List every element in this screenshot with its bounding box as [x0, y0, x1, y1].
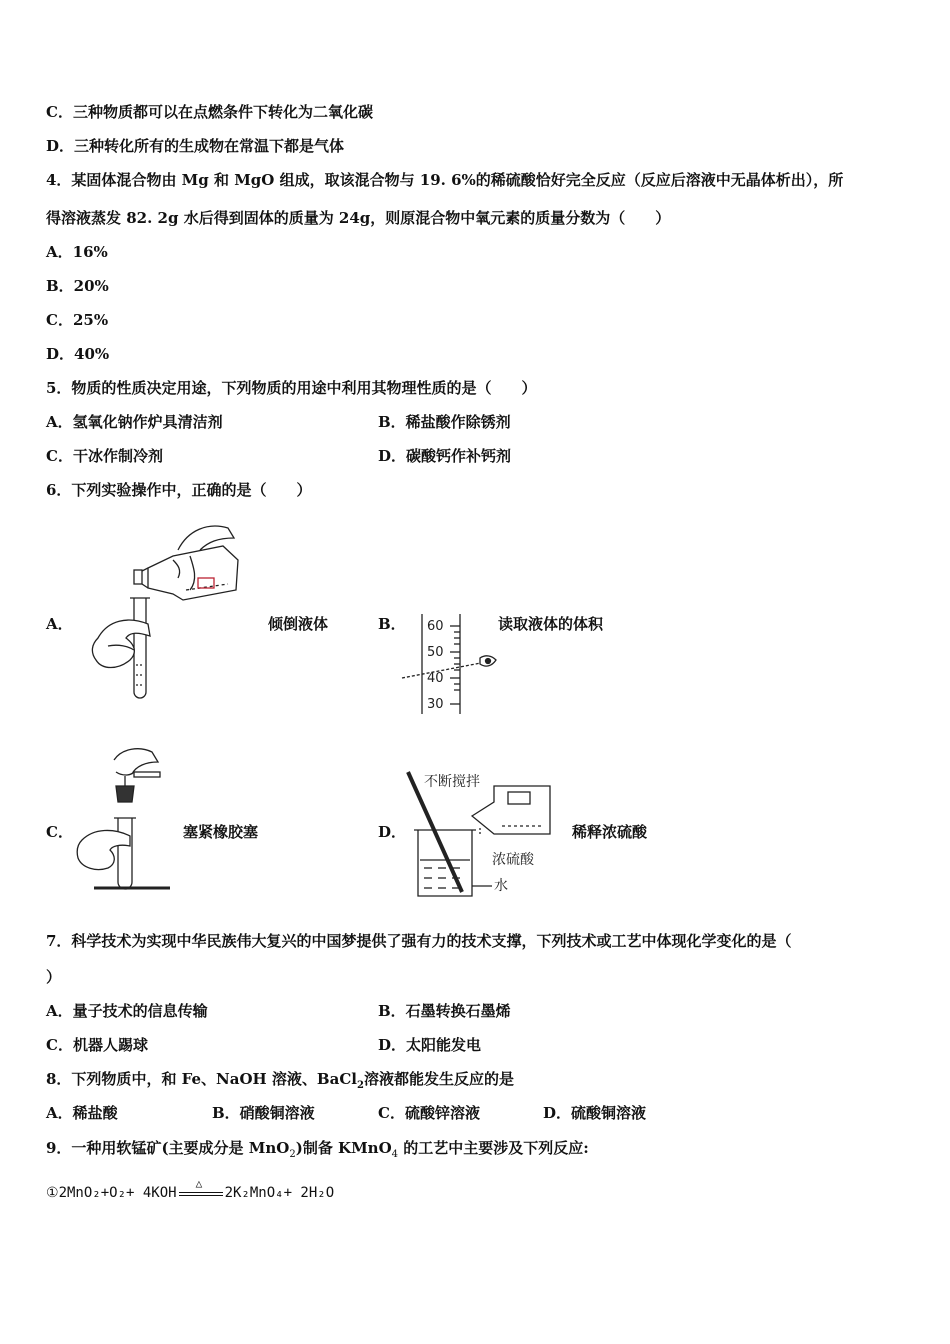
q6-option-a-letter: A． — [46, 615, 73, 633]
q5-stem: 5．物质的性质决定用途，下列物质的用途中利用其物理性质的是（ ） — [46, 379, 537, 397]
q5-option-d: D．碳酸钙作补钙剂 — [378, 447, 512, 465]
stopper-insertion-figure — [74, 742, 174, 894]
q6-stem: 6．下列实验操作中，正确的是（ ） — [46, 481, 312, 499]
q4-option-d: D．40% — [46, 345, 110, 363]
q4-option-a: A．16% — [46, 243, 108, 261]
equation-left: 2MnO₂+O₂+ 4KOH — [58, 1185, 177, 1201]
equation-right: 2K₂MnO₄+ 2H₂O — [224, 1185, 335, 1201]
q6-option-b-letter: B． — [378, 615, 406, 633]
water-label: 水 — [494, 878, 508, 894]
tick-label-40: 40 — [427, 671, 444, 686]
q3-option-d: D．三种转化所有的生成物在常温下都是气体 — [46, 137, 345, 155]
q7-stem-line2: ） — [46, 968, 62, 986]
q5-option-b: B．稀盐酸作除锈剂 — [378, 413, 511, 431]
tick-label-60: 60 — [427, 619, 444, 634]
q7-option-b: B．石墨转换石墨烯 — [378, 1002, 511, 1020]
heat-symbol: △ — [195, 1177, 203, 1190]
q7-stem-line1: 7．科学技术为实现中华民族伟大复兴的中国梦提供了强有力的技术支撑，下列技术或工艺中体现化学变化的是（ — [46, 932, 792, 950]
q4-option-c: C．25% — [46, 311, 109, 329]
q6-option-c-caption: 塞紧橡胶塞 — [183, 823, 259, 841]
q5-option-a: A．氢氧化钠作炉具清洁剂 — [46, 413, 223, 431]
q7-option-a: A．量子技术的信息传输 — [46, 1002, 208, 1020]
q6-option-c-letter: C． — [46, 823, 73, 841]
reaction-condition-arrow — [179, 1177, 223, 1200]
dilution-figure — [402, 768, 562, 900]
q5-option-c: C．干冰作制冷剂 — [46, 447, 163, 465]
q6-option-b-caption: 读取液体的体积 — [498, 615, 604, 633]
q4-stem-line2: 得溶液蒸发 82. 2g 水后得到固体的质量为 24g，则原混合物中氧元素的质量分数为（ ） — [46, 209, 671, 227]
q4-option-b: B．20% — [46, 277, 109, 295]
q3-option-c: C．三种物质都可以在点燃条件下转化为二氧化碳 — [46, 103, 373, 121]
conc-acid-label: 浓硫酸 — [492, 852, 534, 868]
pouring-liquid-figure — [78, 520, 248, 705]
q6-option-d-caption: 稀释浓硫酸 — [572, 823, 648, 841]
q6-option-a-caption: 倾倒液体 — [268, 615, 329, 633]
q7-option-d: D．太阳能发电 — [378, 1036, 482, 1054]
stir-label: 不断搅拌 — [424, 774, 480, 790]
q4-stem-line1: 4．某固体混合物由 Mg 和 MgO 组成，取该混合物与 19. 6%的稀硫酸恰好完全反应（反应后溶液中无晶体析出），所 — [46, 171, 844, 189]
equation-number: ① — [46, 1185, 59, 1201]
tick-label-50: 50 — [427, 645, 444, 660]
q9-stem: 9．一种用软锰矿(主要成分是 MnO$_2$)制备 KMnO$_4$ 的工艺中主要涉及下列反应: — [46, 1139, 589, 1160]
q8-option-d: D．硫酸铜溶液 — [543, 1104, 647, 1122]
q8-option-a: A．稀盐酸 — [46, 1104, 118, 1122]
q6-option-d-letter: D． — [378, 823, 407, 841]
q8-option-b: B．硝酸铜溶液 — [212, 1104, 315, 1122]
q8-stem: 8．下列物质中，和 Fe、NaOH 溶液、BaCl$_2$溶液都能发生反应的是 — [46, 1070, 514, 1091]
q8-option-c: C．硫酸锌溶液 — [378, 1104, 480, 1122]
graduated-cylinder-figure — [400, 610, 500, 718]
q9-equation — [46, 1177, 335, 1201]
q7-option-c: C．机器人踢球 — [46, 1036, 148, 1054]
tick-label-30: 30 — [427, 697, 444, 712]
